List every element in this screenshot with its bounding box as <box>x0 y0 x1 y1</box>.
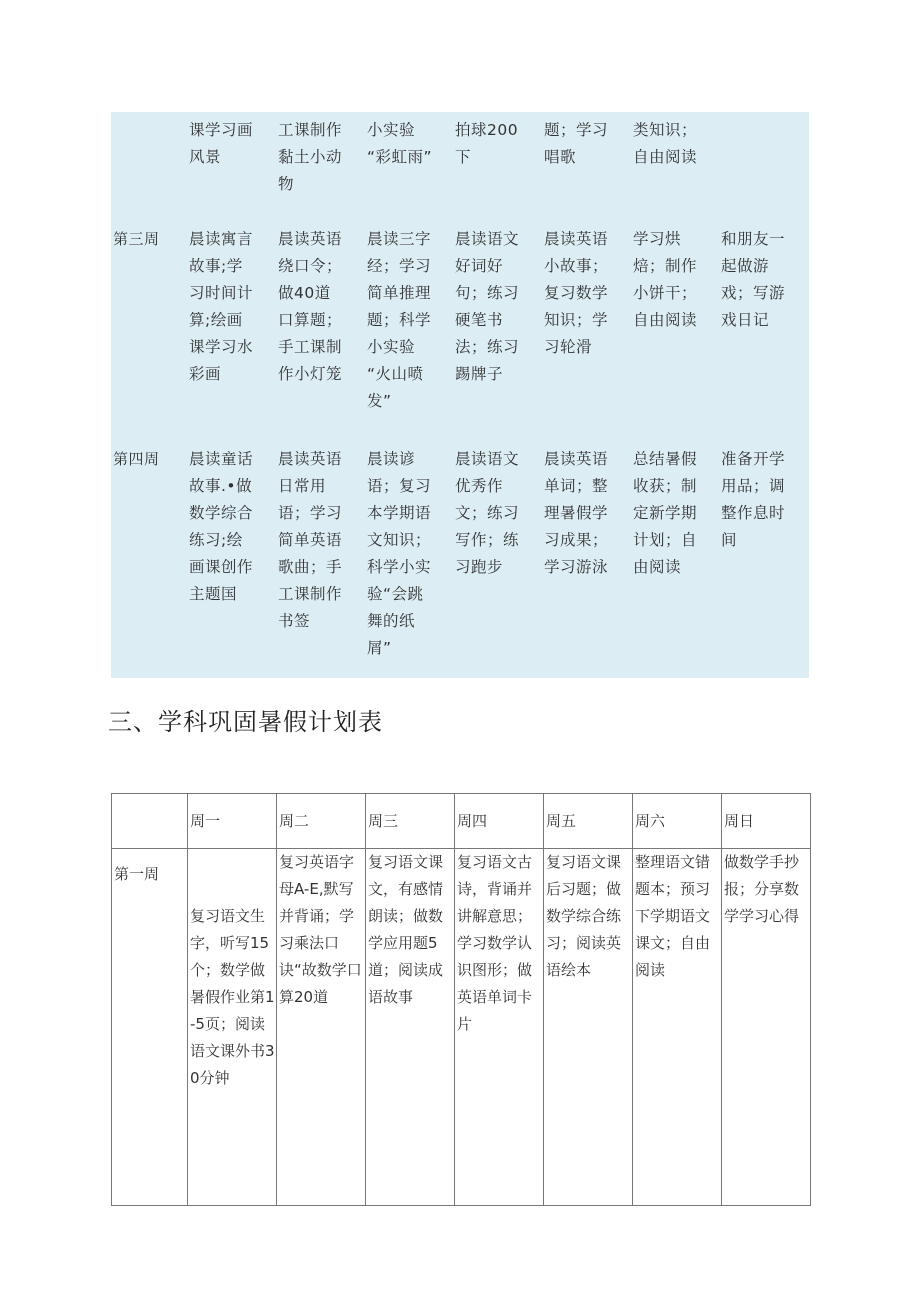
week1-label: 第一周 <box>112 849 188 1206</box>
week1-sat: 整理语文错题本；预习下学期语文课文；自由阅读 <box>633 849 722 1206</box>
week3-fri: 晨读英语 小故事； 复习数学 知识；学 习轮滑 <box>544 230 609 356</box>
plan-cell-cont-mon: 课学习画 风景 <box>189 121 254 166</box>
header-tue: 周二 <box>277 794 366 849</box>
week4-sun: 准备开学 用品；调 整作息时 间 <box>721 450 786 549</box>
plan-cell-cont-fri: 题；学习 唱歌 <box>544 121 609 166</box>
week3-sun: 和朋友一 起做游 戏；写游 戏日记 <box>721 230 786 329</box>
header-thu: 周四 <box>455 794 544 849</box>
week1-wed: 复习语文课文，有感情朗读；做数学应用题5道；阅读成语故事 <box>366 849 455 1206</box>
week1-thu: 复习语文古诗，背诵并讲解意思；学习数学认识图形；做英语单词卡片 <box>455 849 544 1206</box>
week3-label: 第三周 <box>113 230 160 248</box>
plan-cell-cont-tue: 工课制作 黏土小动 物 <box>278 121 343 193</box>
plan-cell-cont-sat: 类知识； 自由阅读 <box>633 121 698 166</box>
header-wed: 周三 <box>366 794 455 849</box>
subject-review-table <box>111 793 811 1206</box>
section-title: 三、学科巩固暑假计划表 <box>108 708 383 736</box>
header-corner <box>112 794 188 849</box>
week4-tue: 晨读英语 日常用 语；学习 简单英语 歌曲；手 工课制作 书签 <box>278 450 343 630</box>
week1-tue: 复习英语字母A-E,默写并背诵；学习乘法口诀“故数学口算20道 <box>277 849 366 1206</box>
header-sun: 周日 <box>722 794 811 849</box>
header-mon: 周一 <box>188 794 277 849</box>
plan-cell-cont-thu: 拍球200 下 <box>455 121 519 166</box>
header-fri: 周五 <box>544 794 633 849</box>
week4-mon: 晨读童话 故事.•做 数学综合 练习;绘 画课创作 主题国 <box>189 450 254 603</box>
week4-wed: 晨读谚 语；复习 本学期语 文知识； 科学小实 验“会跳 舞的纸 屑” <box>367 450 432 657</box>
week3-tue: 晨读英语 绕口令； 做40道 口算题； 手工课制 作小灯笼 <box>278 230 343 383</box>
table-header-row <box>112 794 811 849</box>
week3-thu: 晨读语文 好词好 句；练习 硬笔书 法；练习 踢牌子 <box>455 230 520 383</box>
week3-wed: 晨读三字 经；学习 简单推理 题；科学 小实验 “火山喷 发” <box>367 230 432 410</box>
table-row <box>112 849 811 1206</box>
week4-thu: 晨读语文 优秀作 文；练习 写作；练 习跑步 <box>455 450 520 576</box>
week1-mon: 复习语文生字，听写15个；数学做暑假作业第1-5页；阅读语文课外书30分钟 <box>188 849 277 1206</box>
header-sat: 周六 <box>633 794 722 849</box>
week4-sat: 总结暑假 收获；制 定新学期 计划；自 由阅读 <box>633 450 698 576</box>
week3-sat: 学习烘 焙；制作 小饼干； 自由阅读 <box>633 230 698 329</box>
week4-fri: 晨读英语 单词；整 理暑假学 习成果； 学习游泳 <box>544 450 609 576</box>
plan-cell-cont-wed: 小实验 “彩虹雨” <box>367 121 433 166</box>
week3-mon: 晨读寓言 故事;学 习时间计 算;绘画 课学习水 彩画 <box>189 230 254 383</box>
week1-sun: 做数学手抄报；分享数学学习心得 <box>722 849 811 1206</box>
week4-label: 第四周 <box>113 450 160 468</box>
week1-fri: 复习语文课后习题；做数学综合练习；阅读英语绘本 <box>544 849 633 1206</box>
